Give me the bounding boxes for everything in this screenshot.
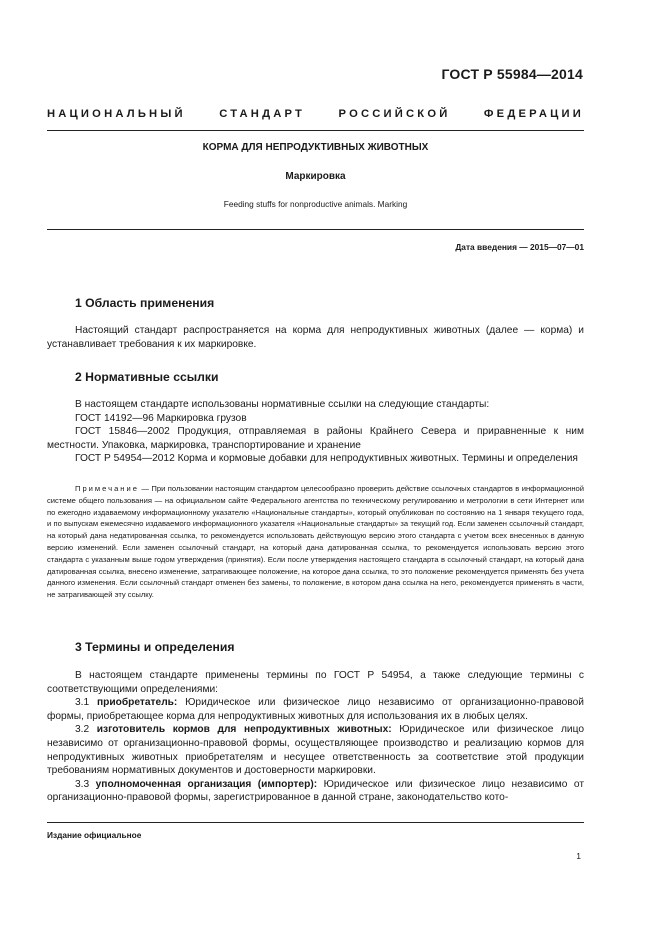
official-edition-label: Издание официальное [47, 830, 142, 840]
footer-rule [47, 822, 584, 823]
title-rule [47, 229, 584, 230]
header-rule [47, 130, 584, 131]
note-label: Примечание [75, 484, 139, 493]
introduction-date: Дата введения — 2015—07—01 [455, 242, 584, 252]
section-3-text [47, 669, 584, 805]
section-1-text [47, 324, 584, 351]
note-text: — При пользовании настоящим стандартом целесообразно проверить действие ссылочных стандартов в информационной системе общего пользования — на официальном сайте Федерального агентства по техническому регулированию и метрологии в сети Интернет или по ежегодно издаваемому информационному указателю «Национальные стандарты», который опубликован по состоянию на 1 января текущего года, и по выпускам ежемесячно издаваемого информационного указателя «Национальные стандарты» за текущий год. Если заменен ссылочный стандарт, на который дана недатированная ссылка, то рекомендуется использовать действующую версию этого стандарта с учетом всех внесенных в данную версию изменений. Если заменен ссылочный стандарт, на который дана датированная ссылка, то рекомендуется использовать версию этого стандарта с указанным выше годом утверждения (принятия). Если после утверждения настоящего стандарта в ссылочный стандарт, на который дана датированная ссылка, внесено изменение, затрагивающее положение, на которое дана ссылка, то это положение рекомендуется применять без учета данного изменения. Если ссылочный стандарт отменен без замены, то положение, в котором дана ссылка на него, рекомендуется применять в части, не затрагивающей эту ссылку. [47, 484, 584, 600]
document-subtitle: Маркировка [285, 171, 346, 182]
term-entry: 3.2 изготовитель кормов для непродуктивных животных: Юридическое или физическое лицо независимо от организационно-правовой формы, осуществляющее производство и реализацию кормов для непродуктивных животных приобретателям и несущее ответственность за соответствие этой продукции требованиям нормативных документов и достоверности маркировки. [47, 724, 585, 777]
term-entry: 3.1 приобретатель: Юридическое или физическое лицо независимо от организационно-правовой формы, приобретающее корма для непродуктивных животных для использования их в любых целях. [47, 697, 584, 722]
section-2-heading: 2 Нормативные ссылки [75, 370, 219, 384]
term-name: уполномоченная организация (импортер): [95, 778, 318, 790]
section-3-intro: В настоящем стандарте применены термины по ГОСТ Р 54954, а также следующие термины с соответствующими определениями: [47, 670, 584, 695]
reference-item: ГОСТ 14192—96 Маркировка грузов [75, 412, 247, 424]
term-name: изготовитель кормов для непродуктивных животных: [96, 724, 392, 736]
document-title: КОРМА ДЛЯ НЕПРОДУКТИВНЫХ ЖИВОТНЫХ [202, 142, 429, 153]
term-entry: 3.3 уполномоченная организация (импортер): Юридическое или физическое лицо независимо от организационно-правовой формы, зарегистрированное в данной стране, законодательство кото- [47, 778, 584, 804]
national-standard-banner: НАЦИОНАЛЬНЫЙ СТАНДАРТ РОССИЙСКОЙ ФЕДЕРАЦИИ [47, 108, 584, 120]
section-1-heading: 1 Область применения [75, 296, 215, 310]
section-3-heading: 3 Термины и определения [75, 640, 235, 654]
reference-item: ГОСТ Р 54954—2012 Корма и кормовые добавки для непродуктивных животных. Термины и определения [75, 453, 578, 465]
reference-item: ГОСТ 15846—2002 Продукция, отправляемая в районы Крайнего Севера и приравненные к ним местности. Упаковка, маркировка, транспортирование и хранение [47, 426, 584, 451]
standard-code: ГОСТ Р 55984—2014 [441, 66, 583, 82]
english-title: Feeding stuffs for nonproductive animals. Marking [223, 199, 408, 209]
page-number: 1 [576, 851, 581, 861]
section-2-text [47, 398, 584, 466]
section-1-body: Настоящий стандарт распространяется на корма для непродуктивных животных (далее — корма) и устанавливает требования к их маркировке. [47, 325, 584, 350]
section-2-intro: В настоящем стандарте использованы нормативные ссылки на следующие стандарты: [75, 399, 490, 410]
references-note [47, 483, 584, 601]
term-name: приобретатель: [96, 697, 178, 709]
